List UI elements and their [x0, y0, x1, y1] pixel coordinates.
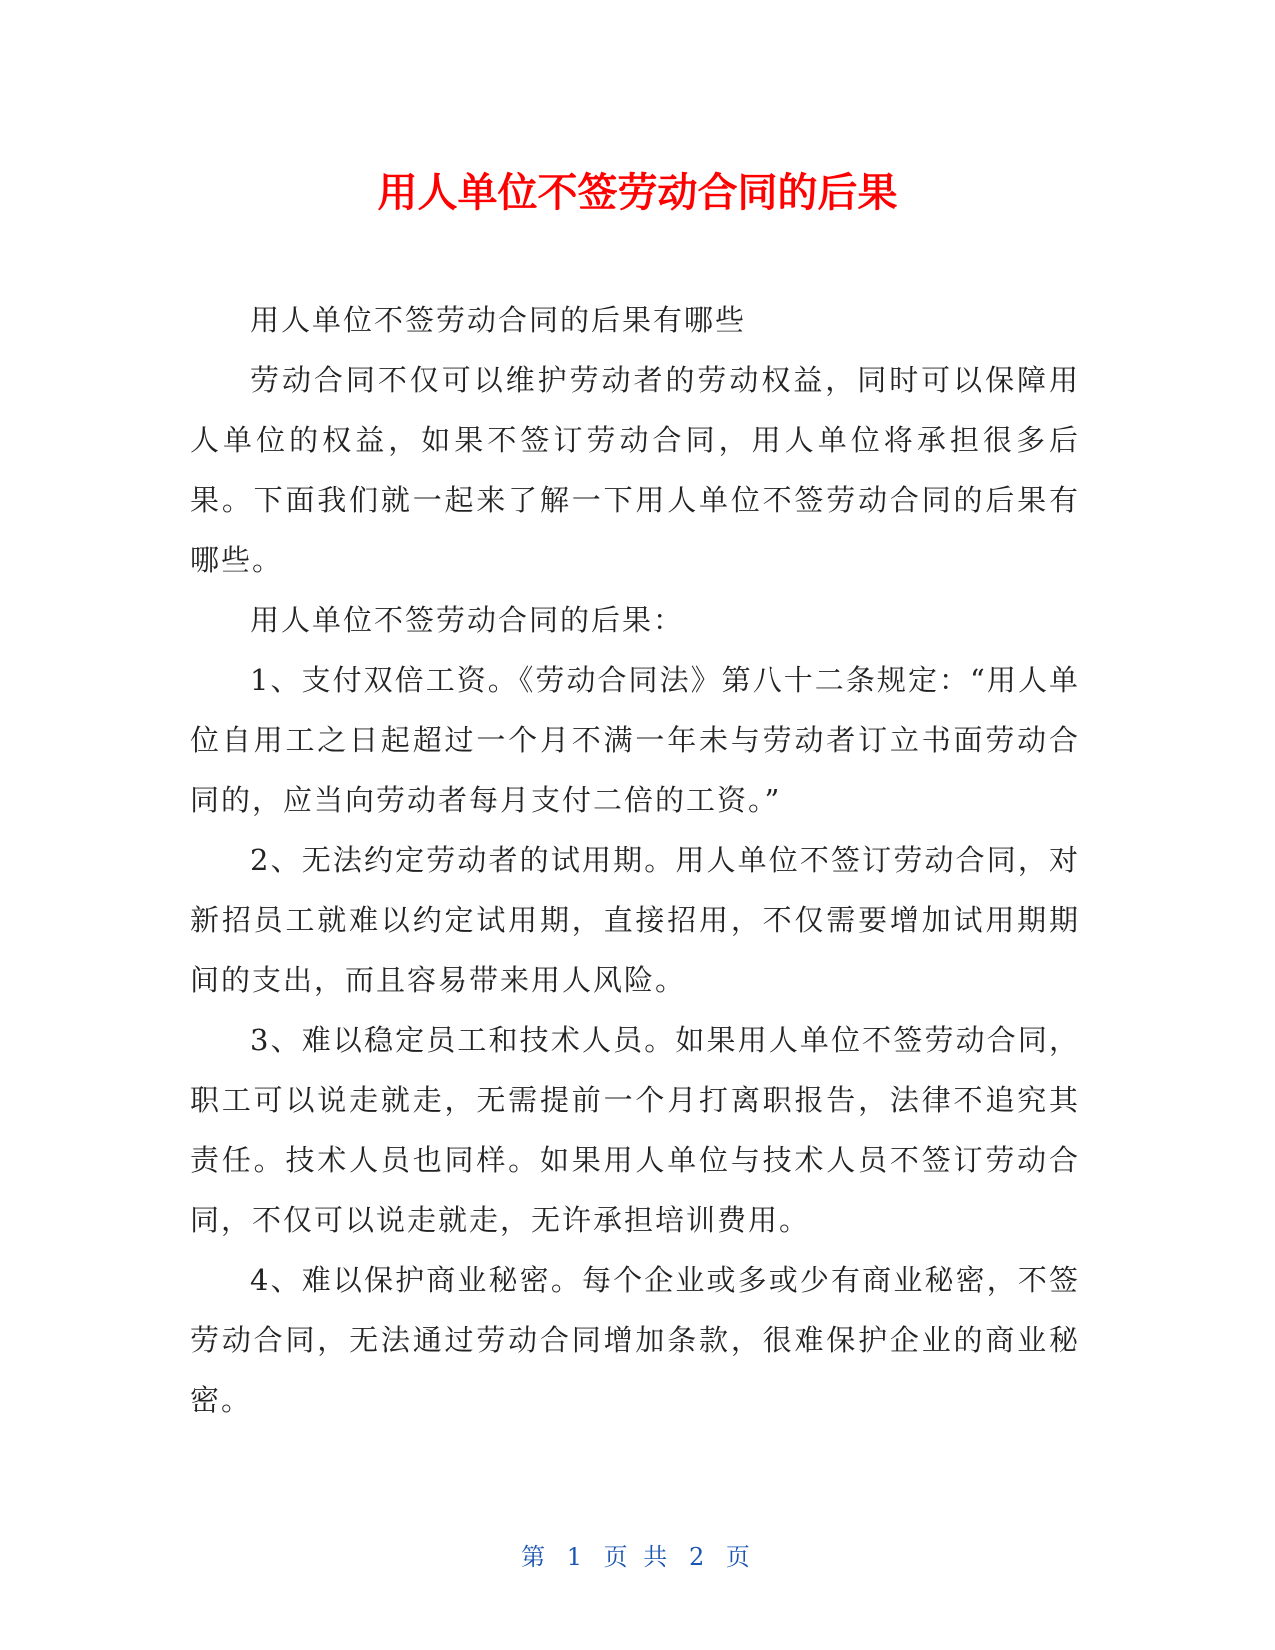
footer-suffix: 页	[725, 1543, 754, 1571]
footer-middle: 页 共	[603, 1543, 672, 1571]
footer-page-current: 1	[566, 1543, 587, 1571]
footer-page-total: 2	[688, 1543, 709, 1571]
paragraph-item-2: 2、无法约定劳动者的试用期。用人单位不签订劳动合同，对新招员工就难以约定试用期，直接招用，不仅需要增加试用期期间的支出，而且容易带来用人风险。	[190, 843, 1080, 997]
paragraph-intro: 劳动合同不仅可以维护劳动者的劳动权益，同时可以保障用人单位的权益，如果不签订劳动合同，用人单位将承担很多后果。下面我们就一起来了解一下用人单位不签劳动合同的后果有哪些。	[190, 363, 1080, 577]
paragraph-item-4: 4、难以保护商业秘密。每个企业或多或少有商业秘密，不签劳动合同，无法通过劳动合同增加条款，很难保护企业的商业秘密。	[190, 1263, 1080, 1417]
paragraph-consequences-heading: 用人单位不签劳动合同的后果：	[250, 603, 685, 637]
page-footer	[0, 1540, 1275, 1574]
footer-prefix: 第	[521, 1543, 550, 1571]
paragraph-item-1: 1、支付双倍工资。《劳动合同法》第八十二条规定：“用人单位自用工之日起超过一个月不满一年未与劳动者订立书面劳动合同的，应当向劳动者每月支付二倍的工资。”	[190, 663, 1080, 817]
document-title: 用人单位不签劳动合同的后果	[377, 170, 898, 216]
paragraph-subheading: 用人单位不签劳动合同的后果有哪些	[250, 303, 747, 337]
paragraph-item-3: 3、难以稳定员工和技术人员。如果用人单位不签劳动合同，职工可以说走就走，无需提前一个月打离职报告，法律不追究其责任。技术人员也同样。如果用人单位与技术人员不签订劳动合同，不仅可以说走就走，无许承担培训费用。	[190, 1023, 1080, 1237]
document-body	[190, 290, 1080, 1430]
